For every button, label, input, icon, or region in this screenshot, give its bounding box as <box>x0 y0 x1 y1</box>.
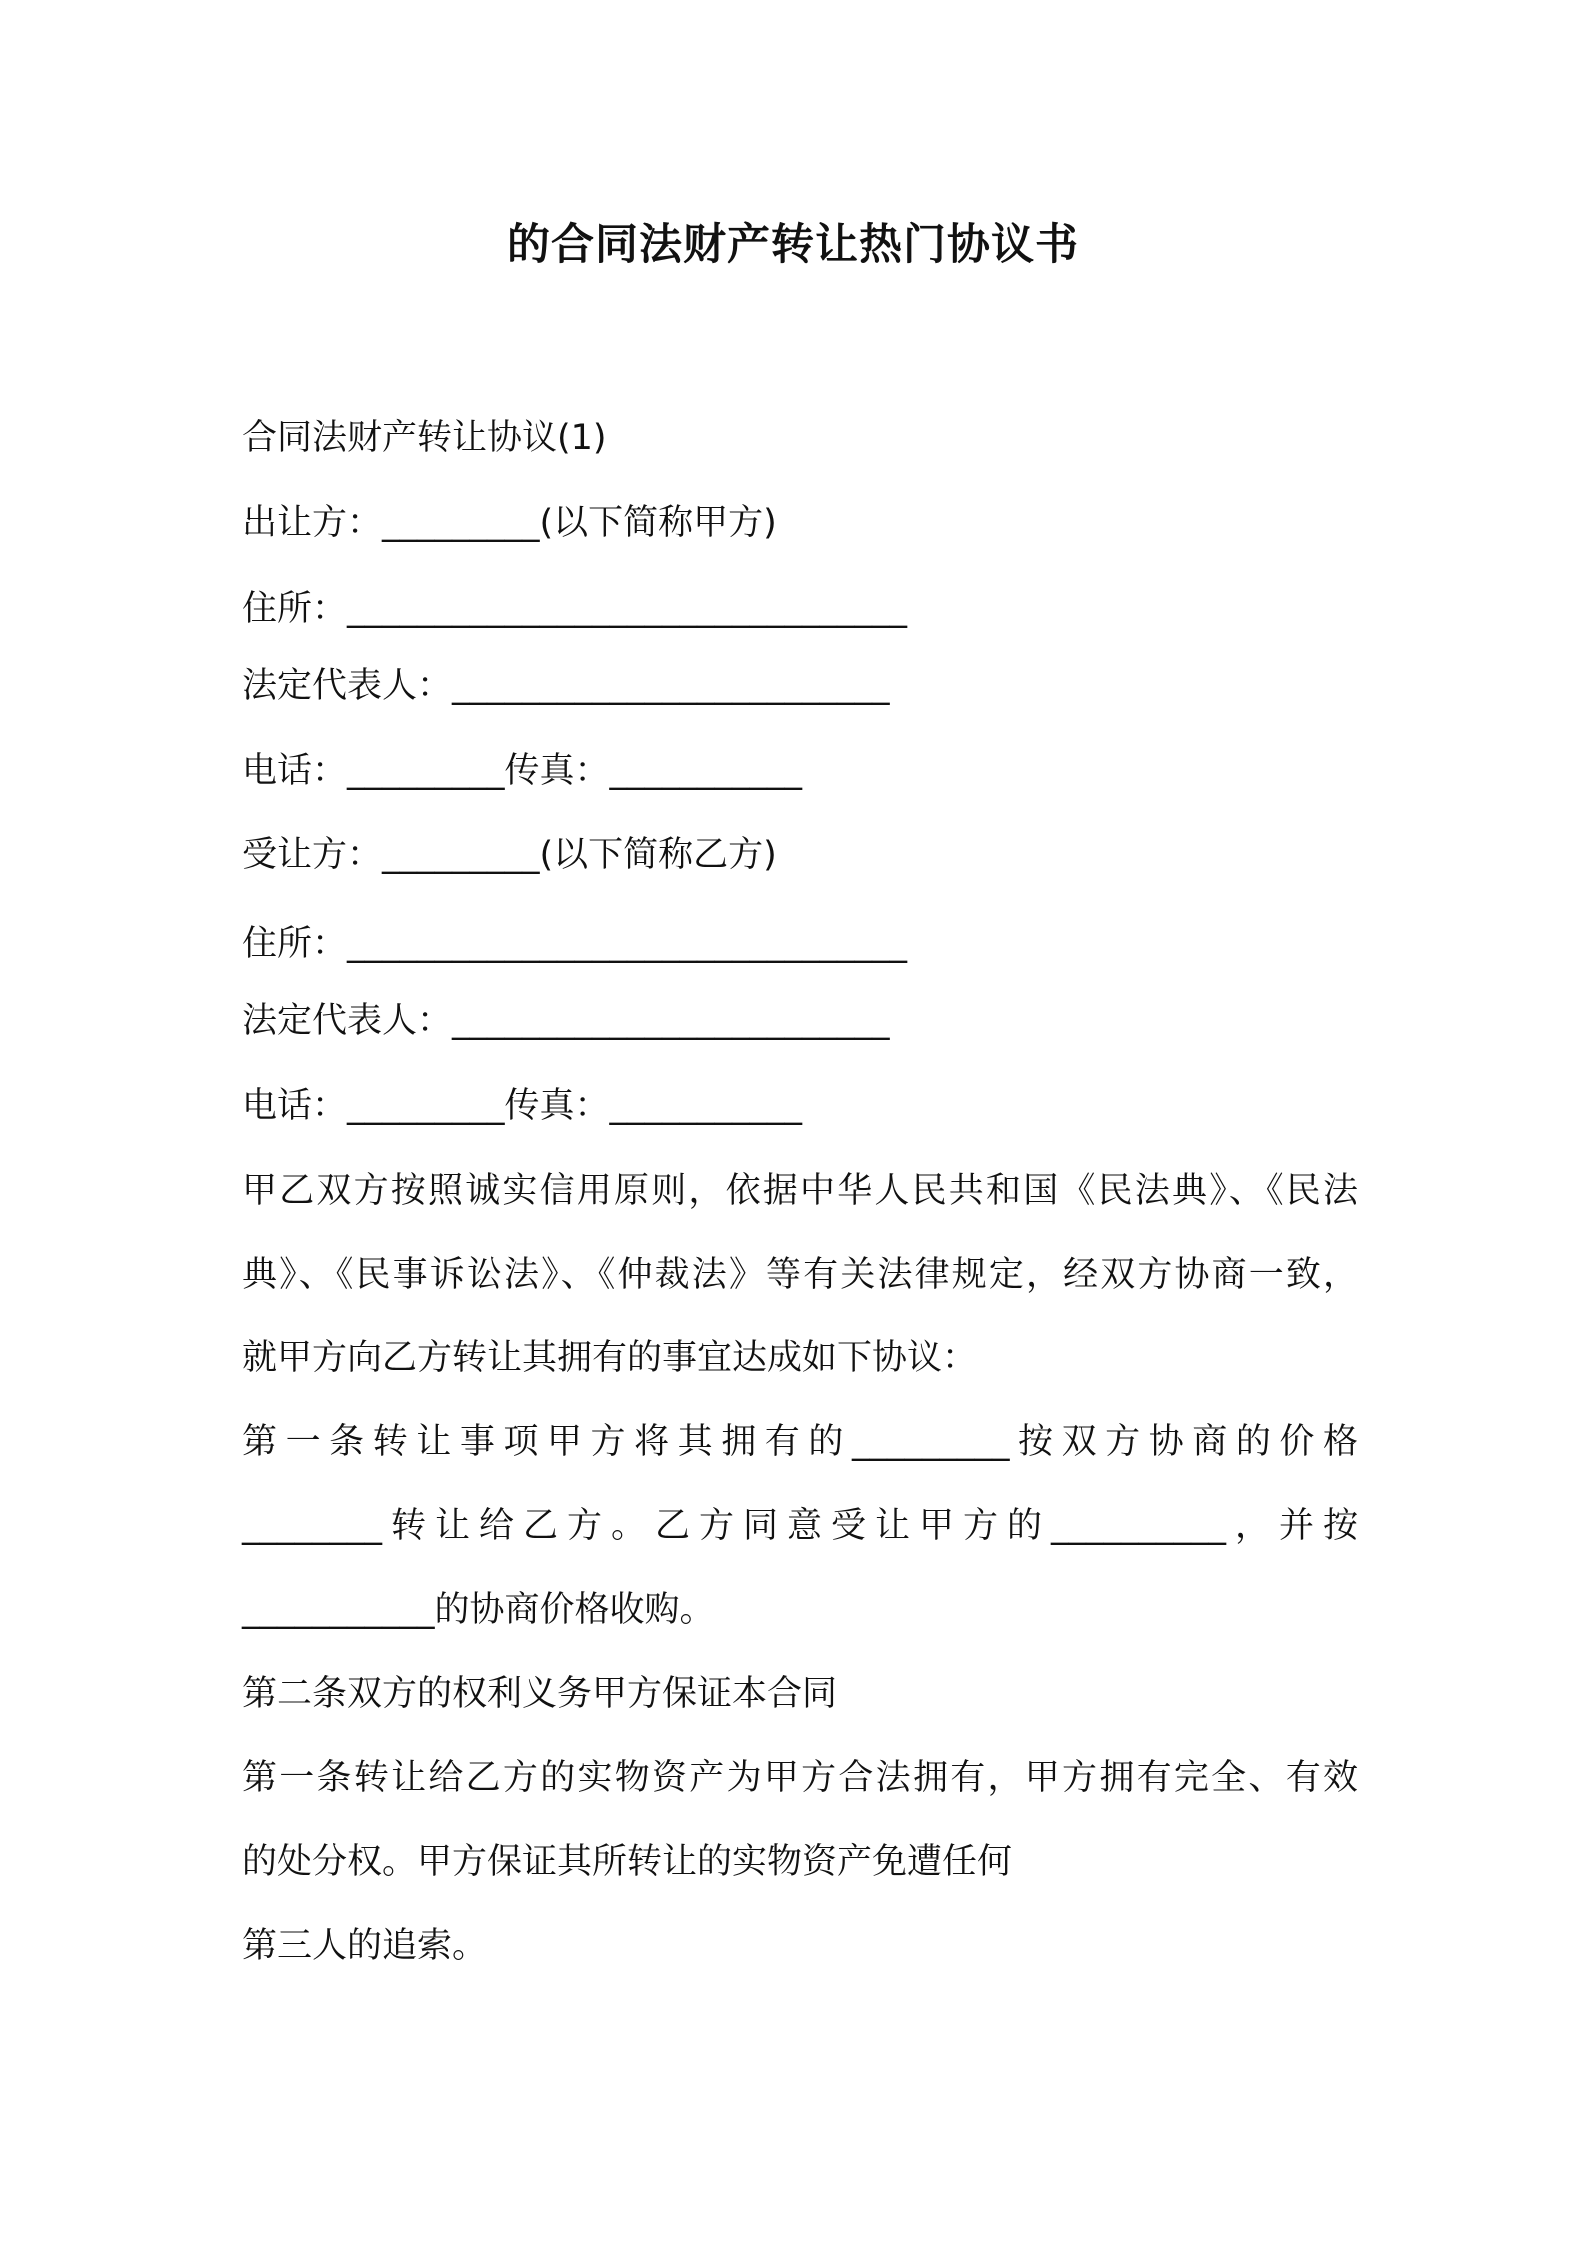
article-2-line-3: 的处分权。甲方保证其所转让的实物资产免遭任何 <box>242 1842 1013 1882</box>
transferor-contact-line: 电话：_________传真：___________ <box>242 751 803 791</box>
preamble-line-2: 典》、《民事诉讼法》、《仲裁法》等有关法律规定，经双方协商一致， <box>242 1255 1358 1295</box>
article-2-line-1: 第二条双方的权利义务甲方保证本合同 <box>242 1674 838 1714</box>
transferor-line: 出让方：_________(以下简称甲方) <box>242 503 777 543</box>
document-title: 的合同法财产转让热门协议书 <box>507 220 1079 270</box>
section-heading: 合同法财产转让协议(1) <box>242 418 607 458</box>
transferee-contact-line: 电话：_________传真：___________ <box>242 1086 803 1126</box>
article-1-line-1: 第一条转让事项甲方将其拥有的_________按双方协商的价格 <box>242 1422 1358 1462</box>
transferor-address-line: 住所：________________________________ <box>242 589 908 629</box>
article-1-line-2: ________转让给乙方。乙方同意受让甲方的__________，并按 <box>242 1506 1358 1546</box>
transferor-representative-line: 法定代表人：_________________________ <box>242 666 890 706</box>
transferee-representative-line: 法定代表人：_________________________ <box>242 1001 890 1041</box>
preamble-line-1: 甲乙双方按照诚实信用原则，依据中华人民共和国《民法典》、《民法 <box>242 1171 1358 1211</box>
article-2-line-4: 第三人的追索。 <box>242 1926 488 1966</box>
transferee-address-line: 住所：________________________________ <box>242 924 908 964</box>
preamble-line-3: 就甲方向乙方转让其拥有的事宜达成如下协议： <box>242 1338 978 1378</box>
article-2-line-2: 第一条转让给乙方的实物资产为甲方合法拥有，甲方拥有完全、有效 <box>242 1758 1358 1798</box>
article-1-line-3: ___________的协商价格收购。 <box>242 1590 715 1630</box>
transferee-line: 受让方：_________(以下简称乙方) <box>242 835 777 875</box>
